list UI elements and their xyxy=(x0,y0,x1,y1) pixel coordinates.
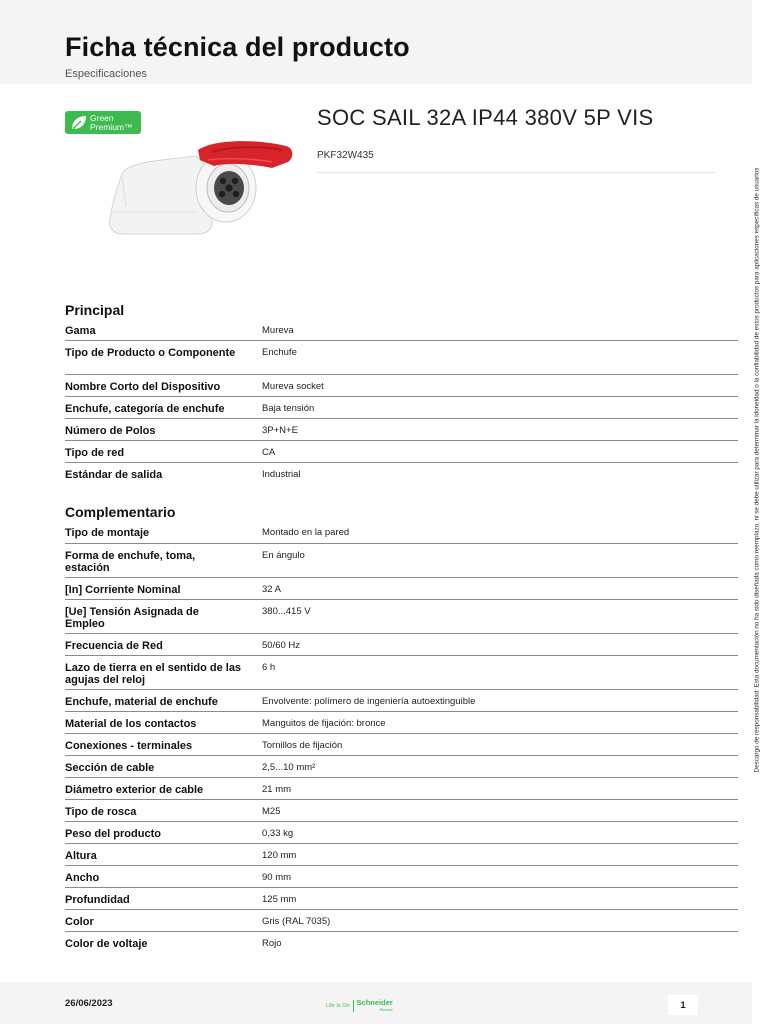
table-row xyxy=(65,778,738,800)
table-row xyxy=(65,397,738,419)
spec-value: CA xyxy=(262,447,276,458)
spec-value: Industrial xyxy=(262,469,301,480)
table-row xyxy=(65,866,738,888)
logo-divider xyxy=(353,1000,354,1012)
spec-key: Sección de cable xyxy=(65,762,155,774)
table-row xyxy=(65,441,738,463)
spec-value: Manguitos de fijación: bronce xyxy=(262,718,386,729)
spec-value: Enchufe xyxy=(262,347,297,358)
divider xyxy=(317,172,716,173)
page-title: Ficha técnica del producto xyxy=(65,32,410,62)
spec-value: Mureva xyxy=(262,325,294,336)
spec-key: Tipo de rosca xyxy=(65,806,137,818)
table-row xyxy=(65,375,738,397)
schneider-logo xyxy=(326,998,393,1014)
spec-key: Tipo de red xyxy=(65,447,125,459)
spec-key: Lazo de tierra en el sentido de las agujas del reloj xyxy=(65,662,242,686)
table-row xyxy=(65,341,738,375)
spec-value: Mureva socket xyxy=(262,381,324,392)
table-row xyxy=(65,888,738,910)
spec-key: Forma de enchufe, toma, estación xyxy=(65,550,196,574)
spec-value: 0,33 kg xyxy=(262,828,294,839)
spec-value: 90 mm xyxy=(262,872,292,883)
page-subtitle: Especificaciones xyxy=(65,68,147,80)
brand-name: Schneider xyxy=(356,998,393,1007)
spec-value: 21 mm xyxy=(262,784,292,795)
table-row xyxy=(65,734,738,756)
spec-key: [In] Corriente Nominal xyxy=(65,584,181,596)
table-row xyxy=(65,319,738,341)
spec-value: 32 A xyxy=(262,584,282,595)
badge-line-2: Premium™ xyxy=(90,121,133,132)
spec-key: Peso del producto xyxy=(65,828,161,840)
table-row xyxy=(65,419,738,441)
disclaimer-text: Descargo de responsabilidad: Esta documentación no ha sido diseñada como reemplazo, ni se debe utilizar para determinar la idoneidad o la confiabilidad de estos productos para aplicaciones específicas de usuarios xyxy=(753,167,761,773)
spec-value: M25 xyxy=(262,806,281,817)
spec-key: Nombre Corto del Dispositivo xyxy=(65,381,221,393)
spec-key: Enchufe, material de enchufe xyxy=(65,696,218,708)
table-row xyxy=(65,521,738,544)
spec-value: 120 mm xyxy=(262,850,297,861)
footer-date: 26/06/2023 xyxy=(65,998,113,1009)
spec-key: Material de los contactos xyxy=(65,718,197,730)
table-row xyxy=(65,600,738,634)
green-premium-badge xyxy=(65,111,141,134)
spec-value: Gris (RAL 7035) xyxy=(262,916,331,927)
spec-key: Enchufe, categoría de enchufe xyxy=(65,403,225,415)
leaf-icon xyxy=(69,114,89,132)
spec-key: Frecuencia de Red xyxy=(65,640,163,652)
badge-line-1: Green xyxy=(90,112,114,123)
spec-key: Altura xyxy=(65,850,97,862)
spec-key: [Ue] Tensión Asignada de Empleo xyxy=(65,606,199,630)
table-row xyxy=(65,578,738,600)
brand-sub: Electric xyxy=(379,1007,393,1012)
spec-key: Ancho xyxy=(65,872,100,884)
spec-key: Color de voltaje xyxy=(65,938,148,950)
table-row xyxy=(65,800,738,822)
spec-value: Montado en la pared xyxy=(262,527,350,538)
spec-value: 2,5...10 mm² xyxy=(262,762,316,773)
spec-table-complementario xyxy=(65,521,738,954)
spec-key: Conexiones - terminales xyxy=(65,740,193,752)
spec-key: Profundidad xyxy=(65,894,130,906)
page-header xyxy=(0,0,752,84)
spec-key: Tipo de montaje xyxy=(65,527,150,539)
spec-value: 380...415 V xyxy=(262,606,311,617)
spec-value: Envolvente: polímero de ingeniería autoextinguible xyxy=(262,696,476,707)
spec-key: Número de Polos xyxy=(65,425,156,437)
spec-key: Diámetro exterior de cable xyxy=(65,784,204,796)
spec-key: Estándar de salida xyxy=(65,469,163,481)
spec-value: 3P+N+E xyxy=(262,425,298,436)
page-footer xyxy=(0,982,752,1024)
spec-value: Rojo xyxy=(262,938,282,949)
table-row xyxy=(65,634,738,656)
table-row xyxy=(65,712,738,734)
spec-value: Baja tensión xyxy=(262,403,315,414)
section-title-principal: Principal xyxy=(65,302,125,318)
spec-value: Tornillos de fijación xyxy=(262,740,343,751)
table-row xyxy=(65,690,738,712)
spec-key: Color xyxy=(65,916,94,928)
table-row xyxy=(65,910,738,932)
table-row xyxy=(65,656,738,690)
spec-key: Tipo de Producto o Componente xyxy=(65,347,236,359)
table-row xyxy=(65,756,738,778)
spec-value: En ángulo xyxy=(262,550,305,561)
table-row xyxy=(65,822,738,844)
section-title-complementario: Complementario xyxy=(65,504,176,520)
spec-value: 50/60 Hz xyxy=(262,640,301,651)
table-row xyxy=(65,544,738,578)
product-reference: PKF32W435 xyxy=(317,150,374,161)
product-name: SOC SAIL 32A IP44 380V 5P VIS xyxy=(317,105,654,130)
tagline: Life Is On xyxy=(326,1003,350,1009)
product-image xyxy=(102,136,300,248)
table-row xyxy=(65,932,738,954)
spec-key: Gama xyxy=(65,325,96,337)
page-number: 1 xyxy=(668,995,698,1015)
table-row xyxy=(65,844,738,866)
spec-value: 6 h xyxy=(262,662,276,673)
spec-value: 125 mm xyxy=(262,894,297,905)
table-row xyxy=(65,463,738,485)
spec-table-principal xyxy=(65,319,738,485)
